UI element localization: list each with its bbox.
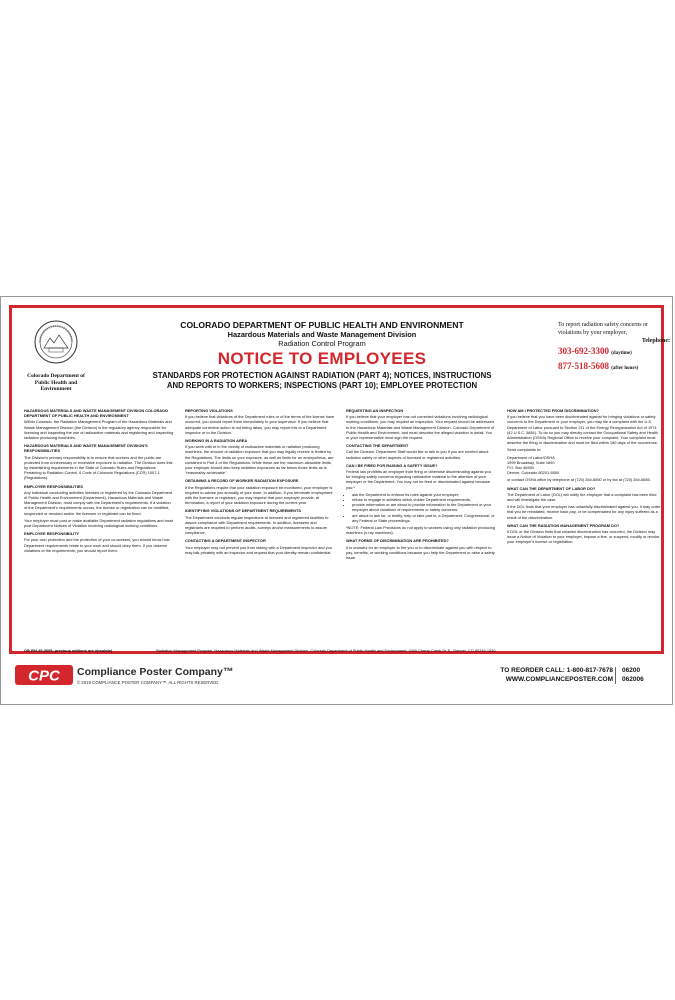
state-seal-icon xyxy=(34,320,78,364)
poster xyxy=(0,296,673,705)
section-heading: CONTACTING A DEPARTMENT INSPECTOR xyxy=(185,538,266,544)
division-name: Hazardous Materials and Waste Management Division xyxy=(227,330,417,339)
section-heading: OBTAINING A RECORD OF WORKER RADIATION EXPOSURE xyxy=(185,478,299,484)
seal-block xyxy=(26,320,86,393)
subtitle-line-1: STANDARDS FOR PROTECTION AGAINST RADIATION (PART 4); NOTICES, INSTRUCTIONS xyxy=(152,371,492,380)
phone-after-hours xyxy=(558,360,670,375)
list-item: • are about to ask for, or testify, help or take part in, a Department, Congressional, or any Federal or State proceedings. xyxy=(352,513,496,523)
section-text: Any individual conducting activities licensed or registered by the Colorado Department of Public Health and Environment (Department), Hazardous Materials and Waste Management Division, must comply with the Department's requirements. If a violation of the Department's requirements occurs, the license or registration can be modified, suspended or revoked and/or the licensee or registrant can be fined. xyxy=(24,489,173,516)
product-code: 062006 xyxy=(622,675,644,683)
section-heading: WHAT FORMS OF DISCRIMINATION ARE PROHIBITED? xyxy=(346,538,449,544)
list-item: • provide information or are about to provide information to the Department or your employer about violations of requirements or safety concerns; xyxy=(352,502,496,512)
telephone-label: Telephone: xyxy=(641,338,670,344)
section-heading: IDENTIFYING VIOLATIONS OF DEPARTMENT REQUIREMENTS xyxy=(185,508,301,514)
cpc-logo-icon xyxy=(15,665,73,685)
section-text: The Department conducts regular inspections at licensed and registered facilities to assure compliance with Department requirements. In addition, licensees and registrants are required to perform audits, surveys and/or measurements to assure compliance. xyxy=(185,514,329,536)
product-code: 06200 xyxy=(622,667,641,674)
section-text: If you believe that your employer has not corrected violations involving radiological working conditions, you may request an inspection. Your request should be addressed to the Hazardous Materials and Waste Management Division, Colorado Department of Public Health and Environment, and must describe the alleged violation in detail. You or your representative must sign the request. xyxy=(346,414,495,441)
section-heading: HAZARDOUS MATERIALS AND WASTE MANAGEMENT DIVISION'S RESPONSIBILITIES xyxy=(24,443,148,454)
phone-daytime xyxy=(558,345,670,360)
section-text: For your own protection and the protection of your co-workers, you should know how Department requirements relate to your work and should obey them. If you observe violations of the requirements, you should report them. xyxy=(24,537,170,553)
section-heading: REPORTING VIOLATIONS xyxy=(185,408,233,413)
body-columns xyxy=(24,408,667,640)
publisher-website: WWW.COMPLIANCEPOSTER.COM xyxy=(505,675,613,683)
section-text: If you work with or in the vicinity of radioactive materials or radiation producing machines, the amount of radiation exposure that you may legally receive is limited by the Regulations. The limits on your exposure, as well as limits for an embryo/fetus, are contained in Part 4 of the Regulations. While these are the maximum allowable limits, your employer should also keep radiation exposures as far below those limits as is "reasonably achievable". xyxy=(185,444,334,476)
section-text: Send complaints to: xyxy=(507,447,542,453)
poster-frame xyxy=(9,305,670,654)
form-id: OR-RH-45 (9/05; previous editions are obsolete) xyxy=(24,648,113,653)
section-heading: HOW AM I PROTECTED FROM DISCRIMINATION? xyxy=(507,408,599,413)
section-text: It is unlawful for an employer to fire you or to discriminate against you with respect to pay, benefits, or working conditions because you help the Department or raise a safety issue. xyxy=(346,544,495,561)
section-text: The Division's primary responsibility is to ensure that workers and the public are protected from unnecessary or excessive exposure to radiation. The Division does this by establishing requirements in the State of Colorado Rules and Regulations Pertaining to Radiation Control, 6 Code of Colorado Regulations (CCR) 1007-1 (Regulations). xyxy=(24,454,173,481)
section-text: If the DOL finds that your employer has unlawfully discriminated against you, it may order that you be reinstated, receive back pay, or be compensated for any injury suffered as a result of the discrimination. xyxy=(507,504,661,520)
section-text: Your employer must post or make available Department radiation regulations and must post Department Notices of Violation involving radiological working conditions. xyxy=(24,517,174,529)
phone-after-hours-number: 877-518-5608 xyxy=(558,361,609,371)
reorder-info xyxy=(465,667,613,684)
address-line: Department of Labor/OSHA xyxy=(507,454,555,460)
agency-address: Radiation Management Program, Hazardous Materials and Waste Management Division, Colorado Department of Public Health and Environment, 4300 Cherry Creek Dr S., Denver, CO 80246-1530 xyxy=(156,648,496,653)
logo-text: CPC xyxy=(28,667,60,685)
section-text: or contact OSHA office by telephone at (720) 264-6550 or by fax at (720) 264-6585. xyxy=(507,477,651,483)
list-item: • ask the Department to enforce its rules against your employer; xyxy=(352,492,496,497)
column-3 xyxy=(346,408,496,562)
publisher-name: Compliance Poster Company™ xyxy=(77,666,234,678)
reorder-phone: TO REORDER CALL: 1-800-817-7678 xyxy=(500,667,613,674)
column-4 xyxy=(507,408,663,547)
section-text: If you believe that violations of the Department rules or of the terms of the license have occurred, you should report them immediately to your supervisor. If you believe that adequate corrective action is not being taken, you may report this to a Department inspector or to the Division. xyxy=(185,414,335,435)
notice-header xyxy=(122,320,522,391)
column-1 xyxy=(24,408,174,555)
section-text: If DOL or the Division finds that unlawful discrimination has occurred, the Division may issue a Notice of Violation to your employer, impose a fine, or suspend, modify or revoke your employer's license or registration. xyxy=(507,529,660,545)
publisher-copyright: © 2019 COMPLIANCE POSTER COMPANY™. ALL RIGHTS RESERVED. xyxy=(77,680,220,685)
section-text: Your employer may not prevent you from talking with a Department inspector and you may talk privately with an inspector and request that your identity remain confidential. xyxy=(185,544,332,555)
column-2 xyxy=(185,408,335,557)
phone-daytime-number: 303-692-3300 xyxy=(558,346,609,356)
section-text: If you believe that you have been discriminated against for bringing violations or safety concerns to the Department or your employer, you may file a complaint with the U.S. Department of Labor pursuant to Section 211 of the Energy Reorganization Act of 1974 (42 U.S.C. 5851). To do so you may directly contact the Occupational Safety and Health Administration (OSHA) Regional Office to receive your complaint. Your complaint must describe the firing or discrimination and must be filed within 180 days of the occurrence. xyxy=(507,414,659,446)
subtitle-line-2: AND REPORTS TO WORKERS; INSPECTIONS (PART 10); EMPLOYEE PROTECTION xyxy=(166,381,478,390)
section-heading: WHAT CAN THE RADIATION MANAGEMENT PROGRAM DO? xyxy=(507,522,620,528)
list-item: • refuse to engage in activities which violate Department requirements; xyxy=(352,497,496,502)
form-footer xyxy=(24,648,664,653)
section-heading: EMPLOYER RESPONSIBILITIES xyxy=(24,483,84,489)
section-text: Call the Division. Department Staff would like to talk to you if you are worried about radiation safety or other aspects of licensed or registered activities. xyxy=(346,449,489,460)
section-text: The Department of Labor (DOL) will notify the employer that a complaint has been filed and will investigate the case. xyxy=(507,491,657,503)
section-heading: HAZARDOUS MATERIALS AND WASTE MANAGEMENT DIVISION COLORADO DEPARTMENT OF PUBLIC HEALTH AND ENVIRONMENT xyxy=(24,408,168,419)
section-text: Within Colorado, the Radiation Management Program of the Hazardous Materials and Waste Management Division (the Division) is the regulatory agency responsible for licensing and inspecting the use of radioactive materials and registering and inspecting radiation producing machines. xyxy=(24,419,174,441)
phone-after-hours-note: (after hours) xyxy=(611,366,639,371)
section-heading: CONTACTING THE DEPARTMENT xyxy=(346,443,409,449)
section-text: If the Regulations require that your radiation exposure be monitored, your employer is required to advise you annually of your dose. In addition, if you terminate employment with the licensee or registrant, you may request that your employer provide, at termination, a report of your radiation exposure during the current year. xyxy=(185,484,333,506)
address-line: 1999 Broadway, Suite 1690 xyxy=(507,459,555,465)
rights-list xyxy=(346,492,496,523)
section-heading: CAN I BE FIRED FOR RAISING A SAFETY ISSUE? xyxy=(346,462,438,468)
osha-address xyxy=(507,455,663,476)
section-text: Federal law prohibits an employer from firing or otherwise discriminating against you for bringing safety concerns regarding radioactive material to the attention of your employer or the Department. You may not be fired or discriminated against because you:* xyxy=(346,469,491,490)
product-codes xyxy=(615,667,661,684)
address-line: P.O. Box 46550 xyxy=(507,465,534,471)
section-heading: REQUESTING AN INSPECTION xyxy=(346,408,404,413)
section-heading: WORKING IN A RADIATION AREA xyxy=(185,438,248,444)
page-title: NOTICE TO EMPLOYEES xyxy=(217,349,427,368)
address-line: Denver, Colorado 80201-6550 xyxy=(507,470,560,476)
section-heading: EMPLOYEE RESPONSIBILITY xyxy=(24,531,80,537)
section-note: *NOTE: Federal Law Provisions do not apply to workers using only radiation producing machines (x-ray machines). xyxy=(346,525,496,536)
agency-name: COLORADO DEPARTMENT OF PUBLIC HEALTH AND ENVIRONMENT xyxy=(180,320,464,330)
contact-intro: To report radiation safety concerns or violations by your employer, xyxy=(558,322,649,336)
contact-box xyxy=(558,322,670,375)
phone-daytime-note: (daytime) xyxy=(611,351,632,356)
program-name: Radiation Control Program xyxy=(278,339,366,348)
seal-caption: Colorado Department of Public Health and Environment xyxy=(27,373,85,392)
section-heading: WHAT CAN THE DEPARTMENT OF LABOR DO? xyxy=(507,485,596,491)
